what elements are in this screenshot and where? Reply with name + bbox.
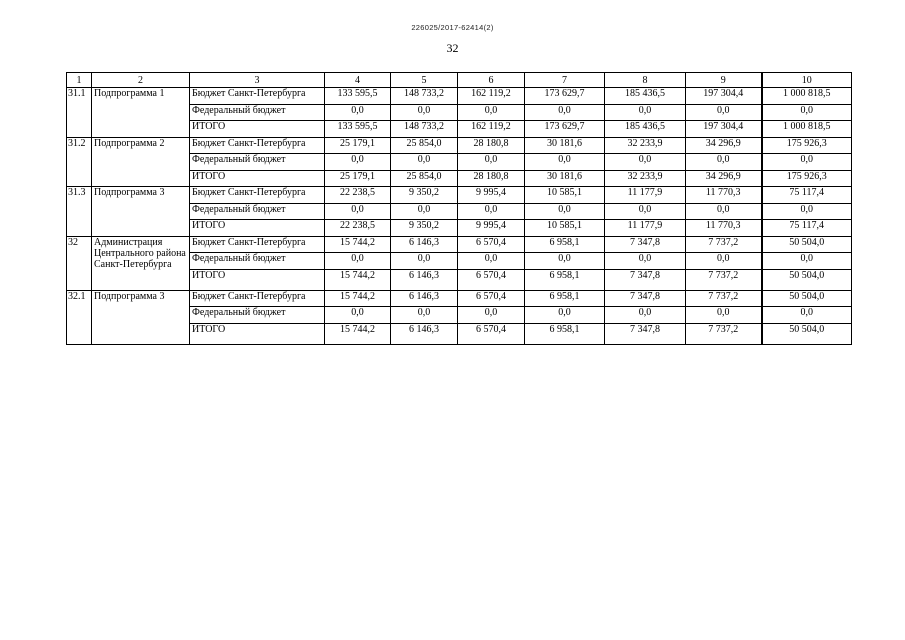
- funding-source: Федеральный бюджет: [190, 253, 325, 270]
- funding-source: ИТОГО: [190, 323, 325, 344]
- value-cell: 28 180,8: [458, 170, 525, 187]
- value-cell: 0,0: [605, 203, 686, 220]
- row-name: Подпрограмма 3: [92, 187, 190, 237]
- funding-source: Бюджет Санкт-Петербурга: [190, 290, 325, 307]
- funding-source: Бюджет Санкт-Петербурга: [190, 137, 325, 154]
- value-cell: 6 958,1: [525, 323, 605, 344]
- value-cell: 0,0: [525, 203, 605, 220]
- value-cell: 6 570,4: [458, 269, 525, 290]
- value-cell: 75 117,4: [762, 220, 852, 237]
- funding-source: Федеральный бюджет: [190, 203, 325, 220]
- value-cell: 6 146,3: [391, 236, 458, 253]
- value-cell: 0,0: [458, 154, 525, 171]
- value-cell: 175 926,3: [762, 170, 852, 187]
- value-cell: 0,0: [762, 154, 852, 171]
- value-cell: 9 995,4: [458, 220, 525, 237]
- funding-source: ИТОГО: [190, 121, 325, 138]
- value-cell: 0,0: [391, 203, 458, 220]
- value-cell: 50 504,0: [762, 269, 852, 290]
- funding-source: Бюджет Санкт-Петербурга: [190, 187, 325, 204]
- value-cell: 7 737,2: [686, 269, 762, 290]
- value-cell: 0,0: [762, 307, 852, 324]
- table-row: [67, 88, 852, 105]
- value-cell: 15 744,2: [325, 236, 391, 253]
- row-name: Подпрограмма 2: [92, 137, 190, 187]
- document-id: 226025/2017-62414(2): [411, 23, 494, 32]
- value-cell: 9 350,2: [391, 187, 458, 204]
- table-row: [67, 187, 852, 204]
- value-cell: 34 296,9: [686, 137, 762, 154]
- header-cell: 7: [525, 73, 605, 88]
- value-cell: 7 347,8: [605, 269, 686, 290]
- value-cell: 0,0: [605, 154, 686, 171]
- value-cell: 6 570,4: [458, 236, 525, 253]
- header-cell: 9: [686, 73, 762, 88]
- value-cell: 22 238,5: [325, 187, 391, 204]
- value-cell: 0,0: [686, 253, 762, 270]
- value-cell: 9 995,4: [458, 187, 525, 204]
- value-cell: 75 117,4: [762, 187, 852, 204]
- value-cell: 6 146,3: [391, 269, 458, 290]
- funding-source: ИТОГО: [190, 220, 325, 237]
- value-cell: 32 233,9: [605, 170, 686, 187]
- value-cell: 50 504,0: [762, 323, 852, 344]
- value-cell: 10 585,1: [525, 187, 605, 204]
- value-cell: 0,0: [325, 253, 391, 270]
- value-cell: 0,0: [686, 203, 762, 220]
- value-cell: 0,0: [525, 154, 605, 171]
- value-cell: 6 146,3: [391, 323, 458, 344]
- value-cell: 0,0: [762, 203, 852, 220]
- value-cell: 0,0: [391, 104, 458, 121]
- value-cell: 197 304,4: [686, 121, 762, 138]
- value-cell: 0,0: [686, 104, 762, 121]
- table-row: [67, 137, 852, 154]
- value-cell: 6 958,1: [525, 236, 605, 253]
- row-name: Подпрограмма 3: [92, 290, 190, 344]
- value-cell: 50 504,0: [762, 290, 852, 307]
- value-cell: 185 436,5: [605, 88, 686, 105]
- value-cell: 0,0: [605, 307, 686, 324]
- value-cell: 0,0: [686, 307, 762, 324]
- value-cell: 11 177,9: [605, 187, 686, 204]
- value-cell: 0,0: [686, 154, 762, 171]
- value-cell: 133 595,5: [325, 121, 391, 138]
- value-cell: 6 958,1: [525, 269, 605, 290]
- value-cell: 0,0: [605, 104, 686, 121]
- value-cell: 6 570,4: [458, 290, 525, 307]
- value-cell: 15 744,2: [325, 323, 391, 344]
- funding-source: ИТОГО: [190, 170, 325, 187]
- value-cell: 0,0: [391, 253, 458, 270]
- value-cell: 7 347,8: [605, 290, 686, 307]
- value-cell: 7 347,8: [605, 236, 686, 253]
- value-cell: 7 737,2: [686, 236, 762, 253]
- page-number: 32: [446, 41, 459, 55]
- value-cell: 1 000 818,5: [762, 121, 852, 138]
- table-row: [67, 236, 852, 253]
- value-cell: 175 926,3: [762, 137, 852, 154]
- value-cell: 1 000 818,5: [762, 88, 852, 105]
- value-cell: 25 854,0: [391, 170, 458, 187]
- value-cell: 7 737,2: [686, 290, 762, 307]
- value-cell: 9 350,2: [391, 220, 458, 237]
- value-cell: 30 181,6: [525, 137, 605, 154]
- value-cell: 185 436,5: [605, 121, 686, 138]
- value-cell: 15 744,2: [325, 269, 391, 290]
- header-cell: 1: [67, 73, 92, 88]
- value-cell: 0,0: [525, 253, 605, 270]
- value-cell: 11 177,9: [605, 220, 686, 237]
- value-cell: 162 119,2: [458, 121, 525, 138]
- value-cell: 148 733,2: [391, 121, 458, 138]
- value-cell: 22 238,5: [325, 220, 391, 237]
- value-cell: 0,0: [325, 307, 391, 324]
- value-cell: 15 744,2: [325, 290, 391, 307]
- value-cell: 0,0: [391, 154, 458, 171]
- row-code: 32.1: [67, 290, 92, 344]
- header-cell: 3: [190, 73, 325, 88]
- value-cell: 6 570,4: [458, 323, 525, 344]
- value-cell: 0,0: [325, 154, 391, 171]
- value-cell: 28 180,8: [458, 137, 525, 154]
- funding-source: Бюджет Санкт-Петербурга: [190, 236, 325, 253]
- funding-source: Федеральный бюджет: [190, 154, 325, 171]
- value-cell: 133 595,5: [325, 88, 391, 105]
- row-name: Подпрограмма 1: [92, 88, 190, 138]
- row-code: 31.2: [67, 137, 92, 187]
- value-cell: 6 146,3: [391, 290, 458, 307]
- value-cell: 30 181,6: [525, 170, 605, 187]
- table-header-row: [67, 73, 852, 88]
- value-cell: 0,0: [325, 203, 391, 220]
- value-cell: 0,0: [762, 104, 852, 121]
- funding-source: Федеральный бюджет: [190, 307, 325, 324]
- value-cell: 0,0: [458, 307, 525, 324]
- value-cell: 0,0: [605, 253, 686, 270]
- value-cell: 197 304,4: [686, 88, 762, 105]
- value-cell: 7 347,8: [605, 323, 686, 344]
- value-cell: 50 504,0: [762, 236, 852, 253]
- table-body: [67, 88, 852, 345]
- value-cell: 0,0: [325, 104, 391, 121]
- header-cell: 8: [605, 73, 686, 88]
- table-row: [67, 290, 852, 307]
- header-cell: 10: [762, 73, 852, 88]
- value-cell: 0,0: [762, 253, 852, 270]
- row-code: 32: [67, 236, 92, 290]
- value-cell: 25 179,1: [325, 170, 391, 187]
- budget-table: [66, 72, 852, 345]
- funding-source: ИТОГО: [190, 269, 325, 290]
- value-cell: 0,0: [525, 307, 605, 324]
- value-cell: 6 958,1: [525, 290, 605, 307]
- value-cell: 0,0: [458, 253, 525, 270]
- value-cell: 34 296,9: [686, 170, 762, 187]
- row-name: Администрация Центрального района Санкт-Петербурга: [92, 236, 190, 290]
- funding-source: Бюджет Санкт-Петербурга: [190, 88, 325, 105]
- value-cell: 173 629,7: [525, 121, 605, 138]
- value-cell: 0,0: [458, 203, 525, 220]
- value-cell: 11 770,3: [686, 187, 762, 204]
- value-cell: 162 119,2: [458, 88, 525, 105]
- value-cell: 7 737,2: [686, 323, 762, 344]
- value-cell: 25 854,0: [391, 137, 458, 154]
- value-cell: 0,0: [391, 307, 458, 324]
- row-code: 31.3: [67, 187, 92, 237]
- value-cell: 173 629,7: [525, 88, 605, 105]
- header-cell: 6: [458, 73, 525, 88]
- header-cell: 4: [325, 73, 391, 88]
- header-cell: 2: [92, 73, 190, 88]
- value-cell: 32 233,9: [605, 137, 686, 154]
- value-cell: 148 733,2: [391, 88, 458, 105]
- row-code: 31.1: [67, 88, 92, 138]
- header-cell: 5: [391, 73, 458, 88]
- value-cell: 0,0: [458, 104, 525, 121]
- value-cell: 11 770,3: [686, 220, 762, 237]
- funding-source: Федеральный бюджет: [190, 104, 325, 121]
- value-cell: 10 585,1: [525, 220, 605, 237]
- value-cell: 25 179,1: [325, 137, 391, 154]
- value-cell: 0,0: [525, 104, 605, 121]
